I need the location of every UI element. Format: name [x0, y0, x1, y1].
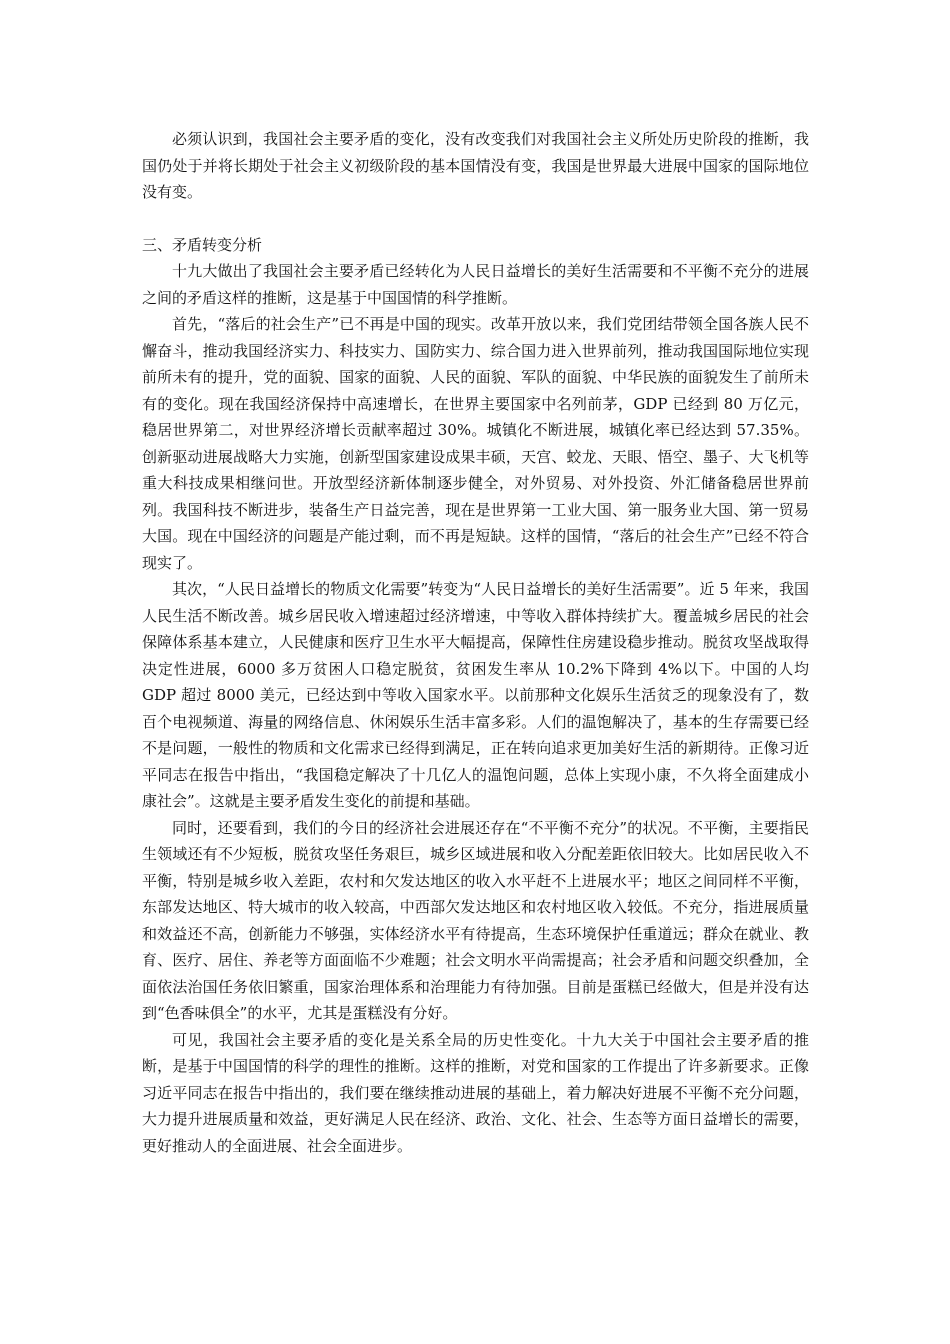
intro-paragraph: 必须认识到，我国社会主要矛盾的变化，没有改变我们对我国社会主义所处历史阶段的推断，我国仍处于并将长期处于社会主义初级阶段的基本国情没有变，我国是世界最大进展中国家的国际地位没有变。: [142, 130, 809, 201]
paragraph-1: 十九大做出了我国社会主要矛盾已经转化为人民日益增长的美好生活需要和不平衡不充分的进展之间的矛盾这样的推断，这是基于中国国情的科学推断。: [142, 262, 809, 307]
document-body: [142, 126, 809, 1159]
paragraph-5: 可见，我国社会主要矛盾的变化是关系全局的历史性变化。十九大关于中国社会主要矛盾的推断，是基于中国国情的科学的理性的推断。这样的推断，对党和国家的工作提出了许多新要求。正像习近平同志在报告中指出的，我们要在继续推动进展的基础上，着力解决好进展不平衡不充分问题，大力提升进展质量和效益，更好满足人民在经济、政治、文化、社会、生态等方面日益增长的需要，更好推动人的全面进展、社会全面进步。: [142, 1030, 809, 1155]
section-heading: 三、矛盾转变分析: [142, 235, 263, 254]
paragraph-3: 其次，“人民日益增长的物质文化需要”转变为“人民日益增长的美好生活需要”。近 5 年来，我国人民生活不断改善。城乡居民收入增速超过经济增速，中等收入群体持续扩大。覆盖城乡居民的社会保障体系基本建立，人民健康和医疗卫生水平大幅提高，保障性住房建设稳步推动。脱贫攻坚战取得决定性进展，6000 多万贫困人口稳定脱贫，贫困发生率从 10.2%下降到 4%以下。中国的人均 GDP 超过 8000 美元，已经达到中等收入国家水平。以前那种文化娱乐生活贫乏的现象没有了，数百个电视频道、海量的网络信息、休闲娱乐生活丰富多彩。人们的温饱解决了，基本的生存需要已经不是问题，一般性的物质和文化需求已经得到满足，正在转向追求更加美好生活的新期待。正像习近平同志在报告中指出，“我国稳定解决了十几亿人的温饱问题，总体上实现小康，不久将全面建成小康社会”。这就是主要矛盾发生变化的前提和基础。: [142, 580, 809, 810]
paragraph-4: 同时，还要看到，我们的今日的经济社会进展还存在“不平衡不充分”的状况。不平衡，主要指民生领域还有不少短板，脱贫攻坚任务艰巨，城乡区域进展和收入分配差距依旧较大。比如居民收入不平衡，特别是城乡收入差距，农村和欠发达地区的收入水平赶不上进展水平；地区之间同样不平衡，东部发达地区、特大城市的收入较高，中西部欠发达地区和农村地区收入较低。不充分，指进展质量和效益还不高，创新能力不够强，实体经济水平有待提高，生态环境保护任重道远；群众在就业、教育、医疗、居住、养老等方面面临不少难题；社会文明水平尚需提高；社会矛盾和问题交织叠加，全面依法治国任务依旧繁重，国家治理体系和治理能力有待加强。目前是蛋糕已经做大，但是并没有达到“色香味俱全”的水平，尤其是蛋糕没有分好。: [142, 818, 809, 1022]
paragraph-2: 首先，“落后的社会生产”已不再是中国的现实。改革开放以来，我们党团结带领全国各族人民不懈奋斗，推动我国经济实力、科技实力、国防实力、综合国力进入世界前列，推动我国国际地位实现前所未有的提升，党的面貌、国家的面貌、人民的面貌、军队的面貌、中华民族的面貌发生了前所未有的变化。现在我国经济保持中高速增长，在世界主要国家中名列前茅，GDP 已经到 80 万亿元，稳居世界第二，对世界经济增长贡献率超过 30%。城镇化不断进展，城镇化率已经达到 57.35%。创新驱动进展战略大力实施，创新型国家建设成果丰硕，天宫、蛟龙、天眼、悟空、墨子、大飞机等重大科技成果相继问世。开放型经济新体制逐步健全，对外贸易、对外投资、外汇储备稳居世界前列。我国科技不断进步，装备生产日益完善，现在是世界第一工业大国、第一服务业大国、第一贸易大国。现在中国经济的问题是产能过剩，而不再是短缺。这样的国情，“落后的社会生产”已经不符合现实了。: [142, 315, 809, 572]
